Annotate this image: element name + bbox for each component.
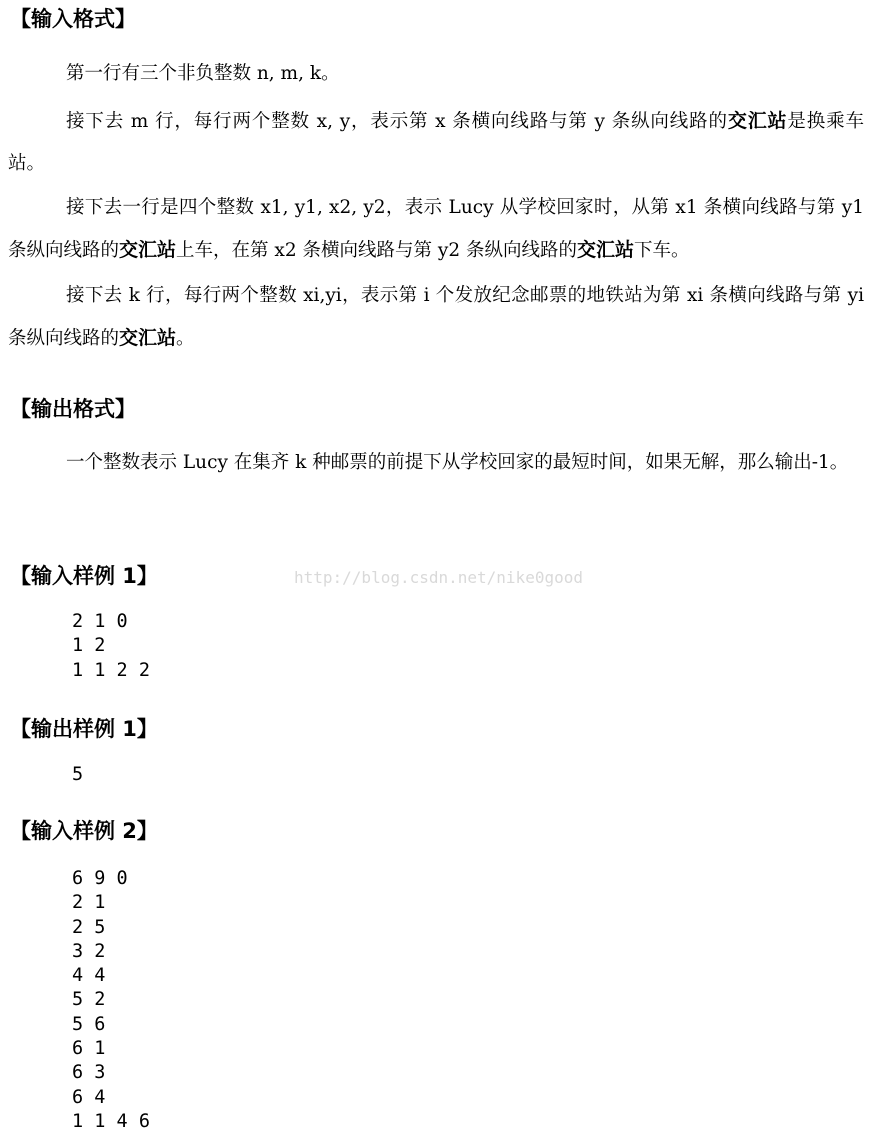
text-segment: 接下去 k 行，每行两个整数 xi,yi，表示第 i 个发放纪念邮票的地铁站为第 xi 条横向线路与第 yi 条纵向线路的 bbox=[8, 285, 864, 349]
output-format-heading: 【输出格式】 bbox=[10, 397, 136, 421]
sample-input-2-block bbox=[72, 867, 150, 1134]
input-format-route-line bbox=[8, 187, 864, 272]
code-line: 1 1 2 2 bbox=[72, 659, 150, 681]
text-segment: 。 bbox=[176, 328, 195, 349]
code-line: 5 6 bbox=[72, 1013, 106, 1035]
input-format-line-1: 第一行有三个非负整数 n, m, k。 bbox=[66, 63, 340, 84]
text-segment: 下车。 bbox=[634, 240, 690, 261]
code-line: 6 4 bbox=[72, 1086, 106, 1108]
input-format-heading: 【输入格式】 bbox=[10, 7, 136, 31]
code-line: 5 2 bbox=[72, 989, 106, 1011]
input-format-m-lines bbox=[8, 100, 864, 185]
code-line: 2 1 0 bbox=[72, 611, 128, 632]
code-line: 5 bbox=[72, 764, 84, 785]
code-line: 6 9 0 bbox=[72, 868, 128, 889]
sample-output-1-block bbox=[72, 763, 83, 787]
code-line: 6 1 bbox=[72, 1038, 106, 1060]
bold-term: 交汇站 bbox=[119, 327, 177, 349]
bold-term: 交汇站 bbox=[119, 239, 177, 261]
watermark-url: http://blog.csdn.net/nike0good bbox=[294, 568, 583, 587]
code-line: 1 1 4 6 bbox=[72, 1110, 150, 1132]
code-line: 2 1 bbox=[72, 892, 106, 914]
sample-input-2-heading: 【输入样例 2】 bbox=[10, 819, 158, 843]
input-format-k-lines bbox=[8, 275, 864, 360]
text-segment: 接下去 m 行，每行两个整数 x, y，表示第 x 条横向线路与第 y 条纵向线路的 bbox=[66, 111, 728, 132]
text-segment: 上车，在第 x2 条横向线路与第 y2 条纵向线路的 bbox=[176, 240, 577, 261]
bold-term: 交汇站 bbox=[727, 110, 788, 132]
sample-output-1-heading: 【输出样例 1】 bbox=[10, 717, 158, 741]
code-line: 2 5 bbox=[72, 916, 106, 938]
code-line: 3 2 bbox=[72, 940, 106, 962]
output-format-description: 一个整数表示 Lucy 在集齐 k 种邮票的前提下从学校回家的最短时间，如果无解，那么输出-1。 bbox=[66, 452, 849, 473]
bold-term: 交汇站 bbox=[576, 239, 634, 261]
sample-input-1-heading: 【输入样例 1】 bbox=[10, 564, 158, 588]
code-line: 6 3 bbox=[72, 1062, 106, 1084]
code-line: 1 2 bbox=[72, 635, 106, 657]
sample-input-1-block bbox=[72, 610, 150, 683]
text-segment: 接下去一行是四个整数 x1, y1, x2, y2，表示 Lucy 从学校回家时，从第 x1 条横向线路与第 y1 条纵向线路的 bbox=[8, 197, 864, 261]
code-line: 4 4 bbox=[72, 965, 106, 987]
text-segment: 是换乘车站。 bbox=[8, 111, 864, 174]
